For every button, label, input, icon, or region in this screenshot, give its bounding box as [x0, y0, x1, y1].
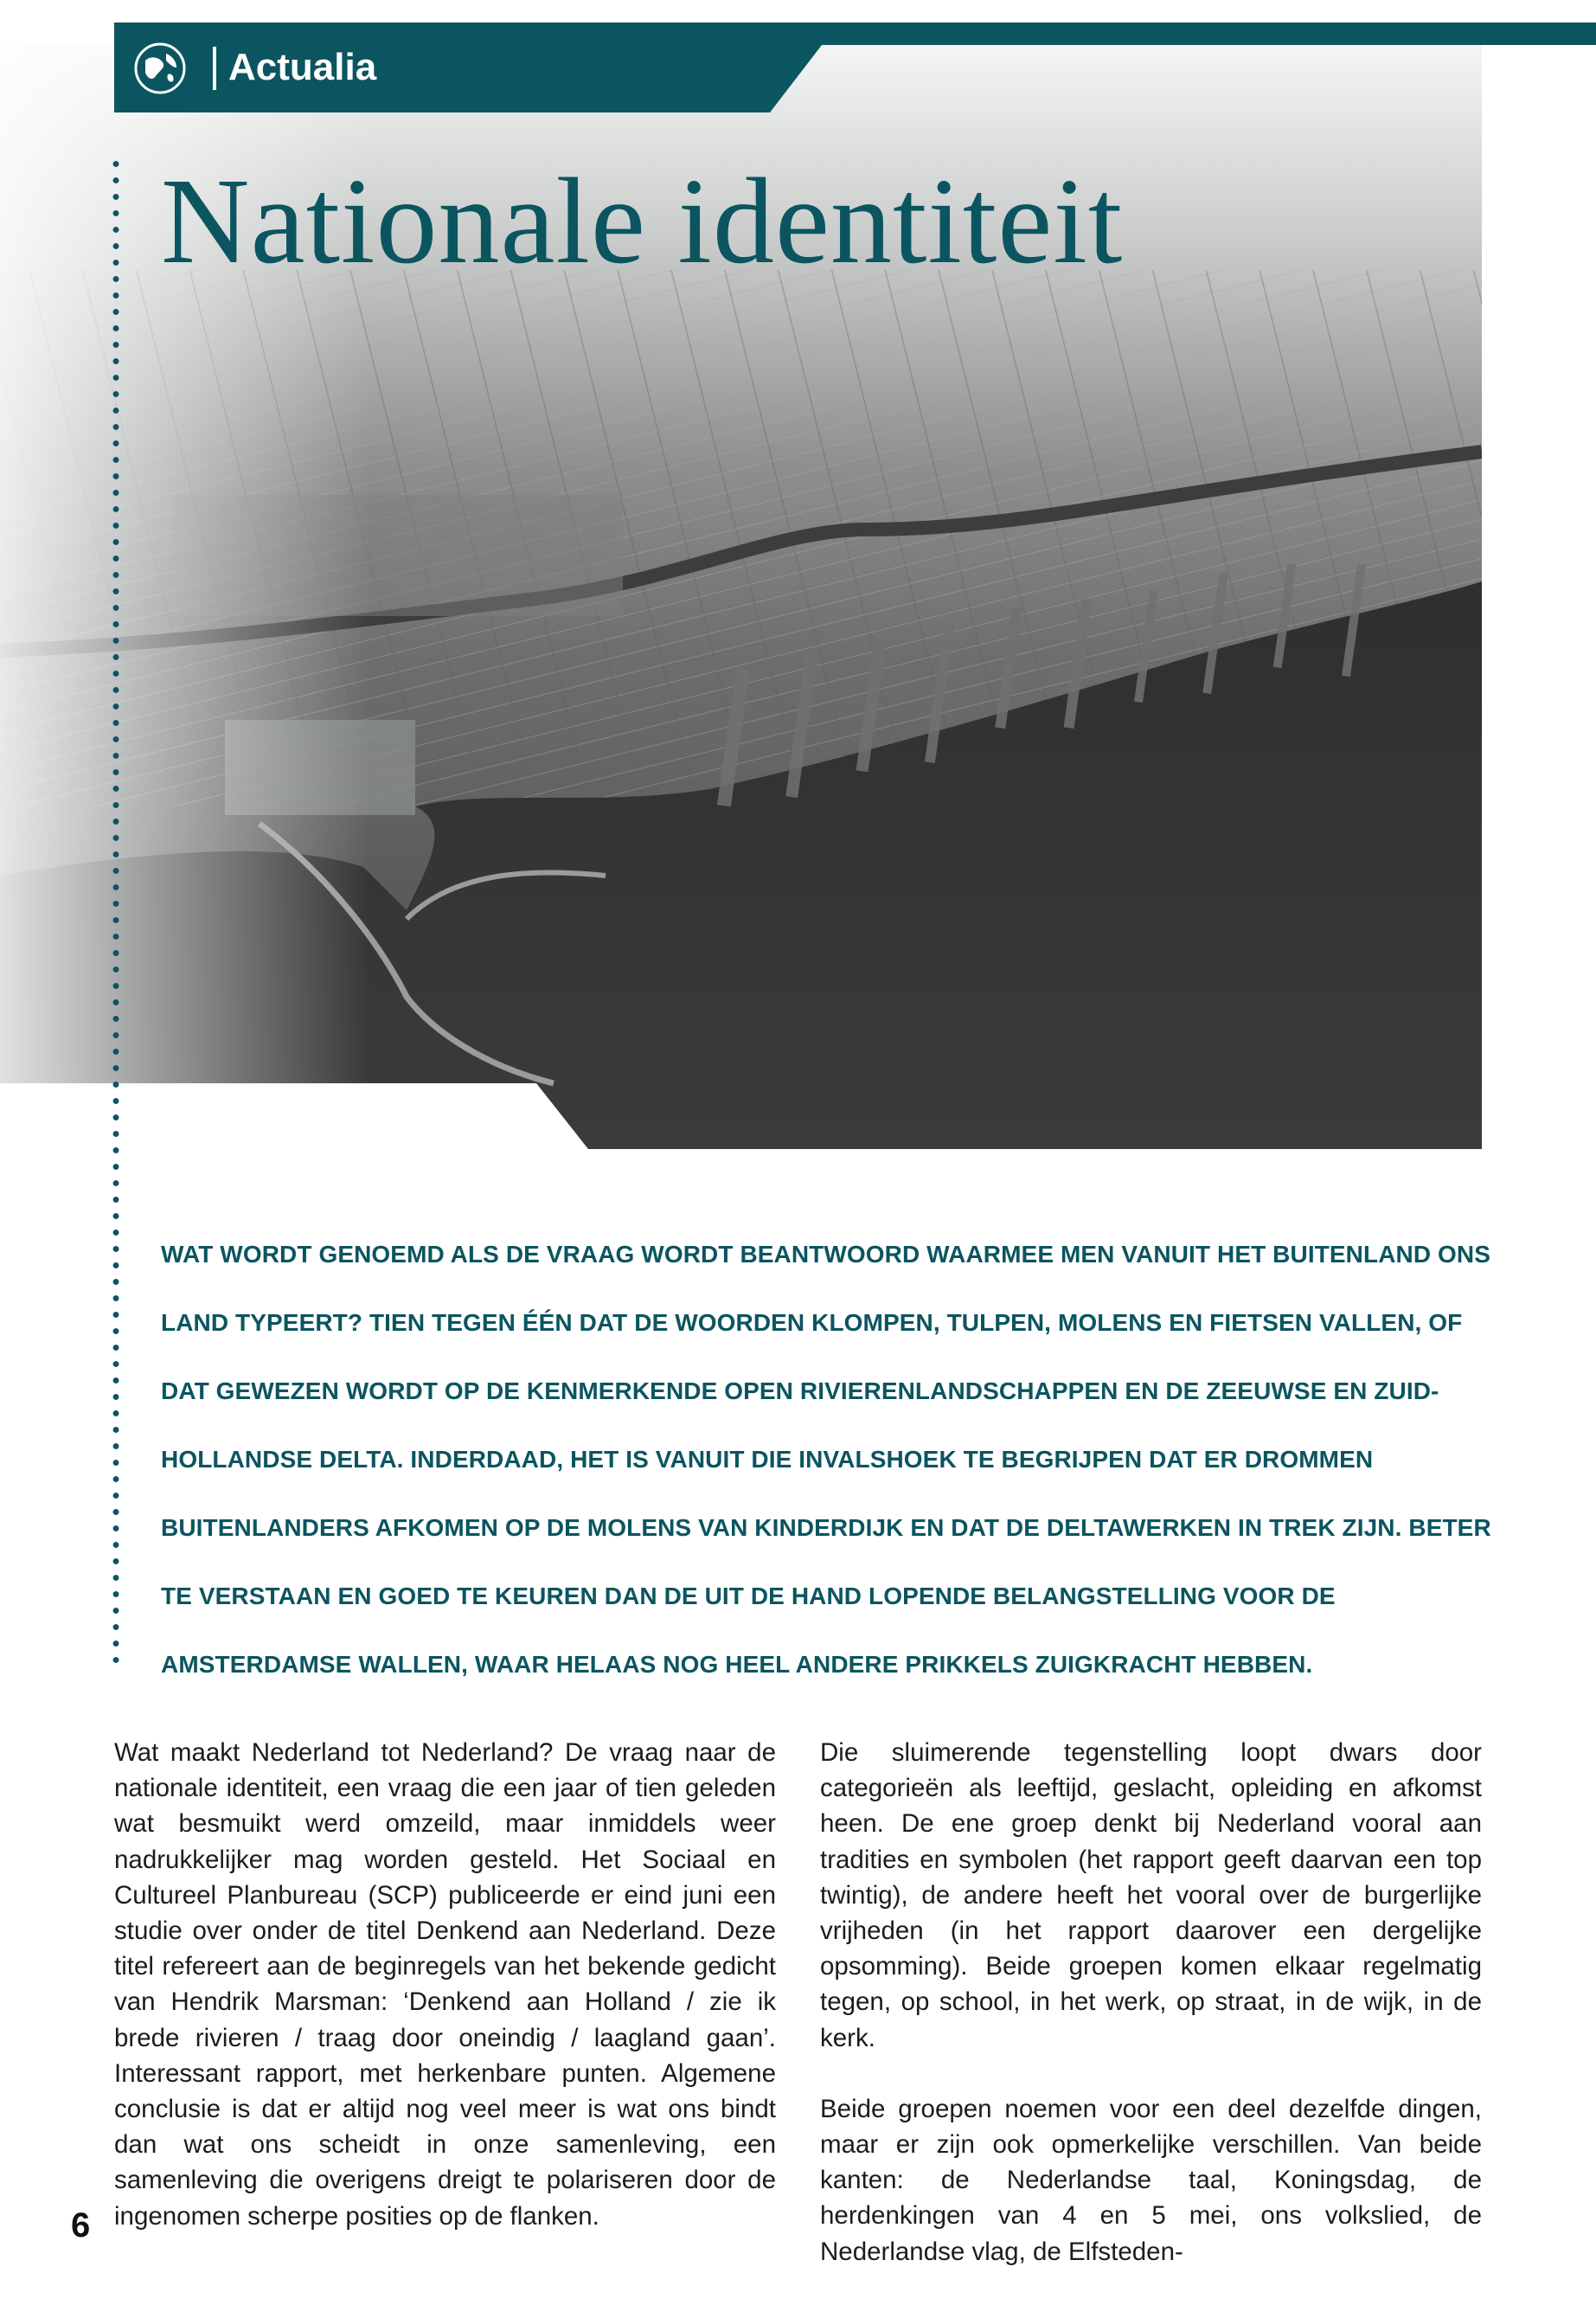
lead-paragraph: WAT WORDT GENOEMD ALS DE VRAAG WORDT BEANTWOORD WAARMEE MEN VANUIT HET BUITENLAND ONS LAND TYPEERT? TIEN TEGEN ÉÉN DAT DE WOORDEN KLOMPEN, TULPEN, MOLENS EN FIETSEN VALLEN, OF DAT GEWEZEN WORDT OP DE KENMERKENDE OPEN RIVIERENLANDSCHAPPEN EN DE ZEEUWSE EN ZUID-HOLLANDSE DELTA. INDERDAAD, HET IS VANUIT DIE INVALSHOEK TE BEGRIJPEN DAT ER DROMMEN BUITENLANDERS AFKOMEN OP DE MOLENS VAN KINDERDIJK EN DAT DE DELTAWERKEN IN TREK ZIJN. BETER TE VERSTAAN EN GOED TE KEUREN DAN DE UIT DE HAND LOPENDE BELANGSTELLING VOOR DE AMSTERDAMSE WALLEN, WAAR HELAAS NOG HEEL ANDERE PRIKKELS ZUIGKRACHT HEBBEN. — [161, 1241, 1491, 1678]
header-separator — [213, 47, 216, 90]
globe-icon — [133, 42, 187, 95]
section-header-band — [114, 22, 1596, 112]
body-column-right — [820, 1735, 1482, 2305]
body-column-left — [114, 1735, 776, 2270]
page-number: 6 — [71, 2206, 91, 2244]
body-paragraph: Die sluimerende tegenstelling loopt dwars door categorieën als leeftijd, geslacht, opleiding en afkomst heen. De ene groep denkt bij Nederland vooral aan tradities en symbolen (het rapport geeft daarvan een top twintig), de andere heeft het vooral over de burgerlijke vrijheden (in het rapport daarover een dergelijke opsomming). Beide groepen komen elkaar regelmatig tegen, op school, in het werk, op straat, in de wijk, in de kerk. — [820, 1738, 1482, 2052]
body-paragraph: Wat maakt Nederland tot Nederland? De vraag naar de nationale identiteit, een vraag die een jaar of tien geleden wat besmuikt werd omzeild, maar inmiddels weer nadrukkelijker mag worden gesteld. Het Sociaal en Cultureel Planbureau (SCP) publiceerde er eind juni een studie over onder de titel Denkend aan Nederland. Deze titel refereert aan de beginregels van het bekende gedicht van Hendrik Marsman: ‘Denkend aan Holland / zie ik brede rivieren / traag door oneindig / laagland gaan’. Interessant rapport, met herkenbare punten. Algemene conclusie is dat er altijd nog veel meer is wat ons bindt dan wat ons scheidt in onze samenleving, een samenleving die overigens dreigt te polariseren door de ingenomen scherpe posities op de flanken. — [114, 1738, 776, 2231]
body-paragraph: Beide groepen noemen voor een deel dezelfde dingen, maar er zijn ook opmerkelijke verschillen. Van beide kanten: de Nederlandse taal, Koningsdag, de herdenkingen van 4 en 5 mei, ons volkslied, de Nederlandse vlag, de Elfsteden- — [820, 2094, 1482, 2266]
dotted-margin-rule — [112, 156, 119, 1670]
section-label: Actualia — [228, 46, 377, 88]
page-title: Nationale identiteit — [161, 152, 1124, 289]
